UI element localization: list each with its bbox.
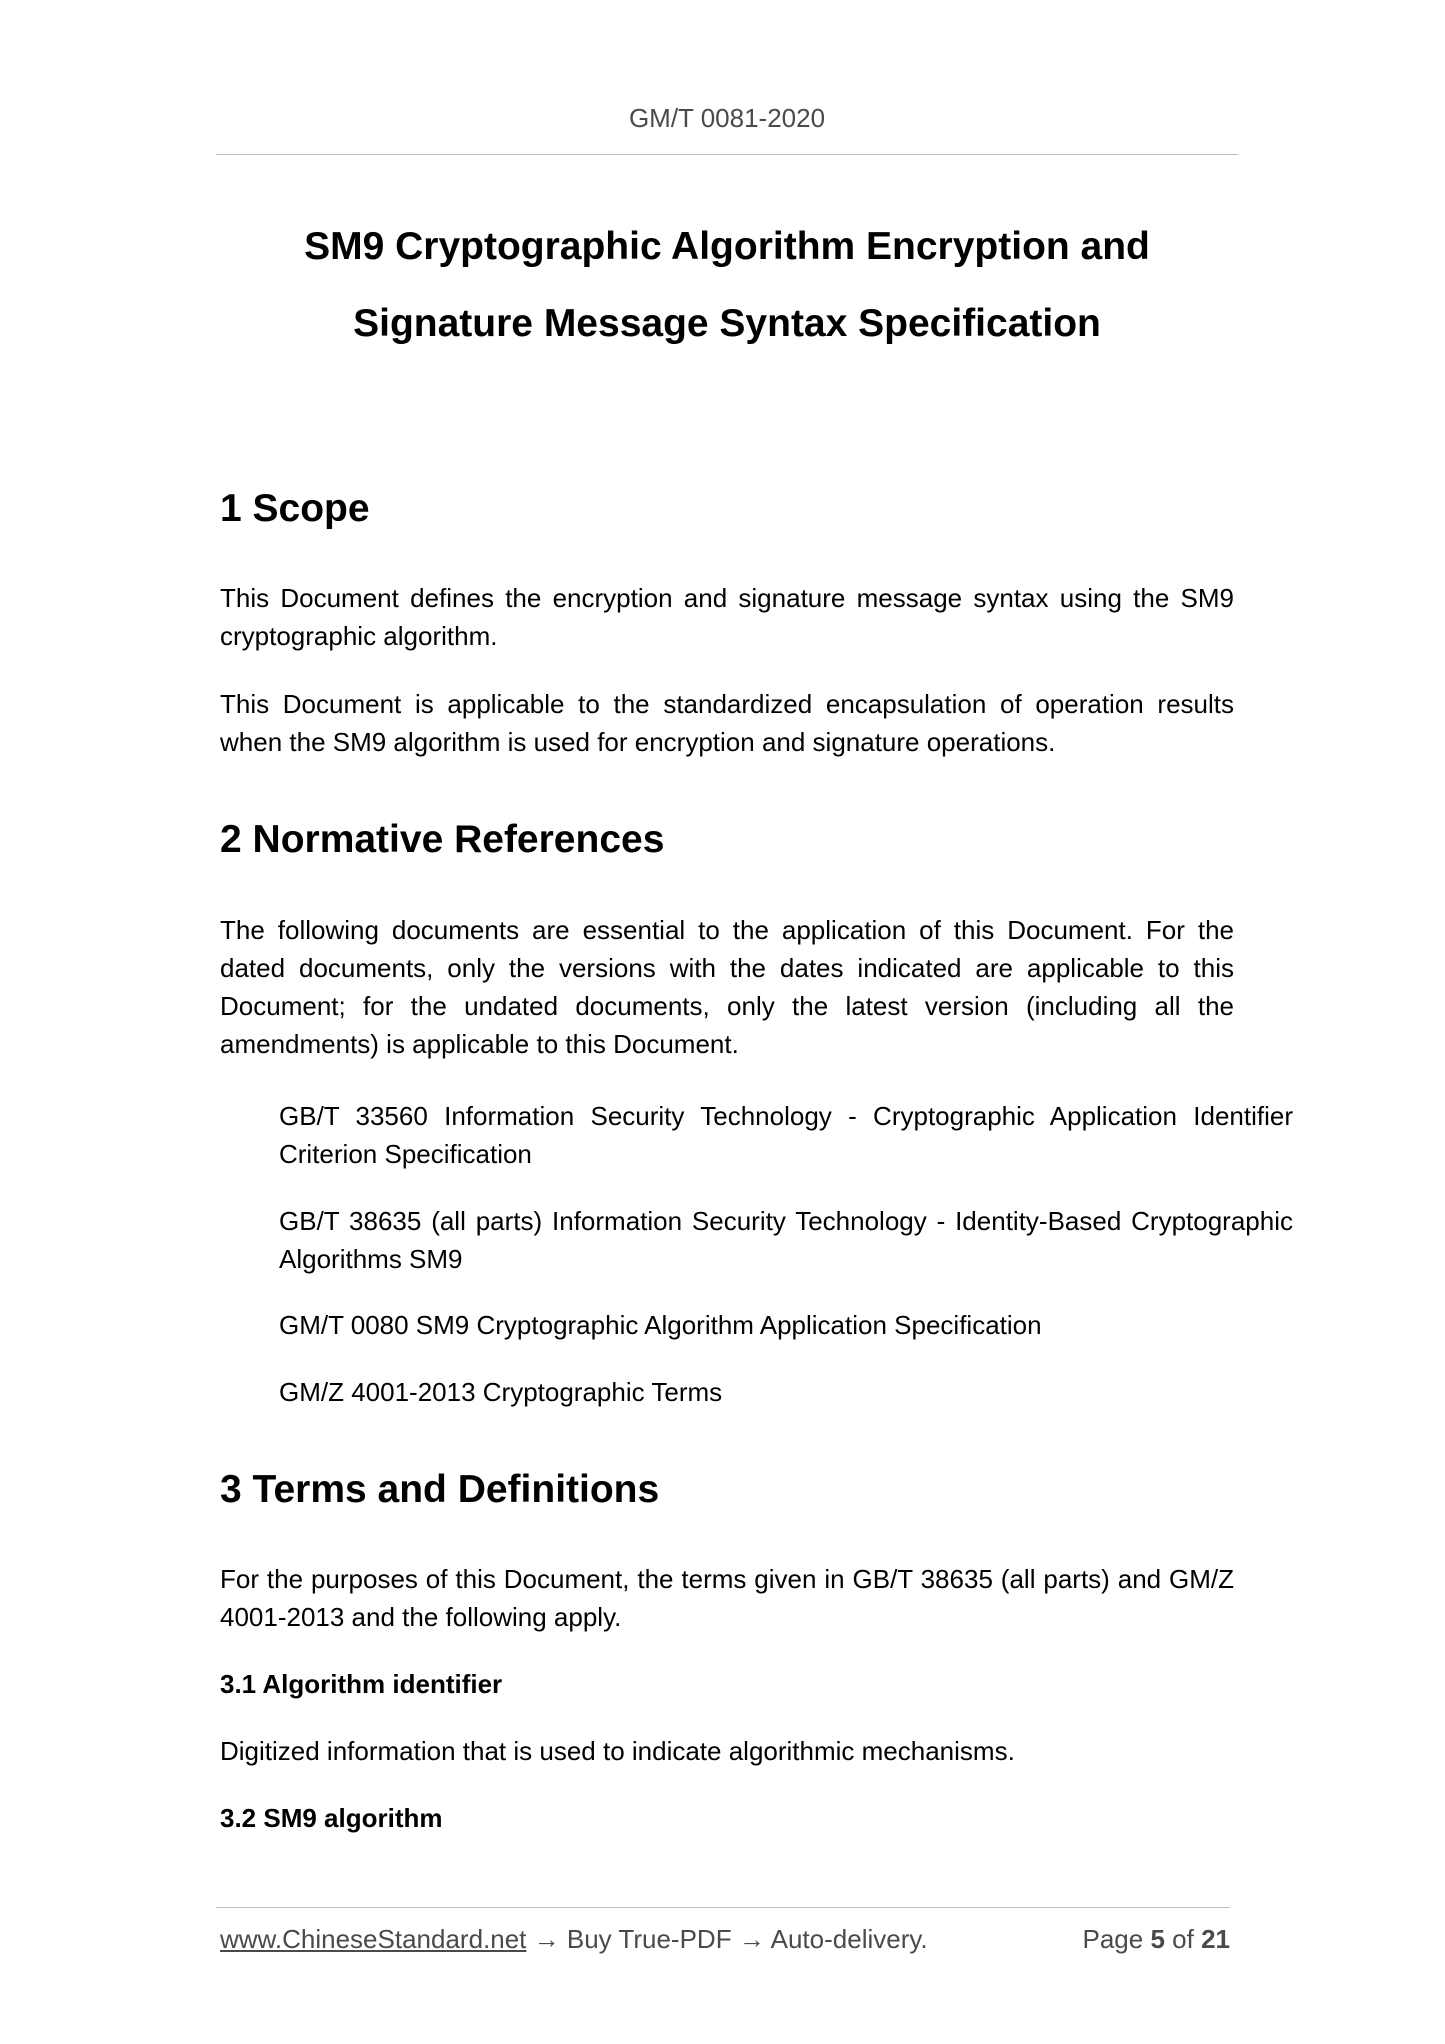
- reference-item: GM/T 0080 SM9 Cryptographic Algorithm Application Specification: [279, 1310, 1042, 1340]
- term-3-1-heading: 3.1 Algorithm identifier: [220, 1669, 503, 1699]
- site-link[interactable]: www.ChineseStandard.net: [220, 1924, 527, 1954]
- document-title: [216, 208, 1238, 362]
- section-3-heading: 3 Terms and Definitions: [220, 1468, 660, 1511]
- section-3-paragraph-1: For the purposes of this Document, the terms given in GB/T 38635 (all parts) and GM/Z 4001-2013 and the following apply.: [220, 1564, 1234, 1632]
- delivery-text: Auto-delivery.: [770, 1924, 928, 1954]
- footer-promo: [220, 1924, 928, 1955]
- footer-divider: [216, 1907, 1230, 1908]
- section-1-heading: 1 Scope: [220, 487, 370, 530]
- page-total: 21: [1201, 1924, 1230, 1954]
- section-1-paragraph-2: This Document is applicable to the standardized encapsulation of operation results when the SM9 algorithm is used for encryption and signature operations.: [220, 689, 1234, 757]
- reference-item: GM/Z 4001-2013 Cryptographic Terms: [279, 1377, 723, 1407]
- document-title-line-2: Signature Message Syntax Specification: [353, 302, 1101, 345]
- document-title-line-1: SM9 Cryptographic Algorithm Encryption and: [304, 225, 1150, 268]
- page-current: 5: [1150, 1924, 1165, 1954]
- section-2-paragraph-1: The following documents are essential to the application of this Document. For the dated documents, only the versions with the dates indicated are applicable to this Document; for the undated documents, only the latest version (including all the amendments) is applicable to this Document.: [220, 915, 1234, 1059]
- section-1-paragraph-1: This Document defines the encryption and signature message syntax using the SM9 cryptographic algorithm.: [220, 583, 1234, 651]
- arrow-right-icon: →: [533, 1924, 560, 1954]
- reference-item: GB/T 38635 (all parts) Information Security Technology - Identity-Based Cryptographic Algorithms SM9: [279, 1206, 1293, 1274]
- page-label: Page: [1082, 1924, 1144, 1954]
- buy-text: Buy True-PDF: [566, 1924, 732, 1954]
- page-number: [1082, 1924, 1230, 1955]
- term-3-1-definition: Digitized information that is used to indicate algorithmic mechanisms.: [220, 1736, 1015, 1766]
- term-3-2-heading: 3.2 SM9 algorithm: [220, 1803, 443, 1833]
- section-2-heading: 2 Normative References: [220, 818, 665, 861]
- standard-number-header: GM/T 0081-2020: [628, 103, 826, 133]
- header-divider: [216, 154, 1238, 155]
- page-of: of: [1172, 1924, 1194, 1954]
- reference-item: GB/T 33560 Information Security Technology - Cryptographic Application Identifier Criterion Specification: [279, 1101, 1293, 1169]
- arrow-right-icon: →: [738, 1924, 765, 1954]
- page-footer: [220, 1924, 1230, 1964]
